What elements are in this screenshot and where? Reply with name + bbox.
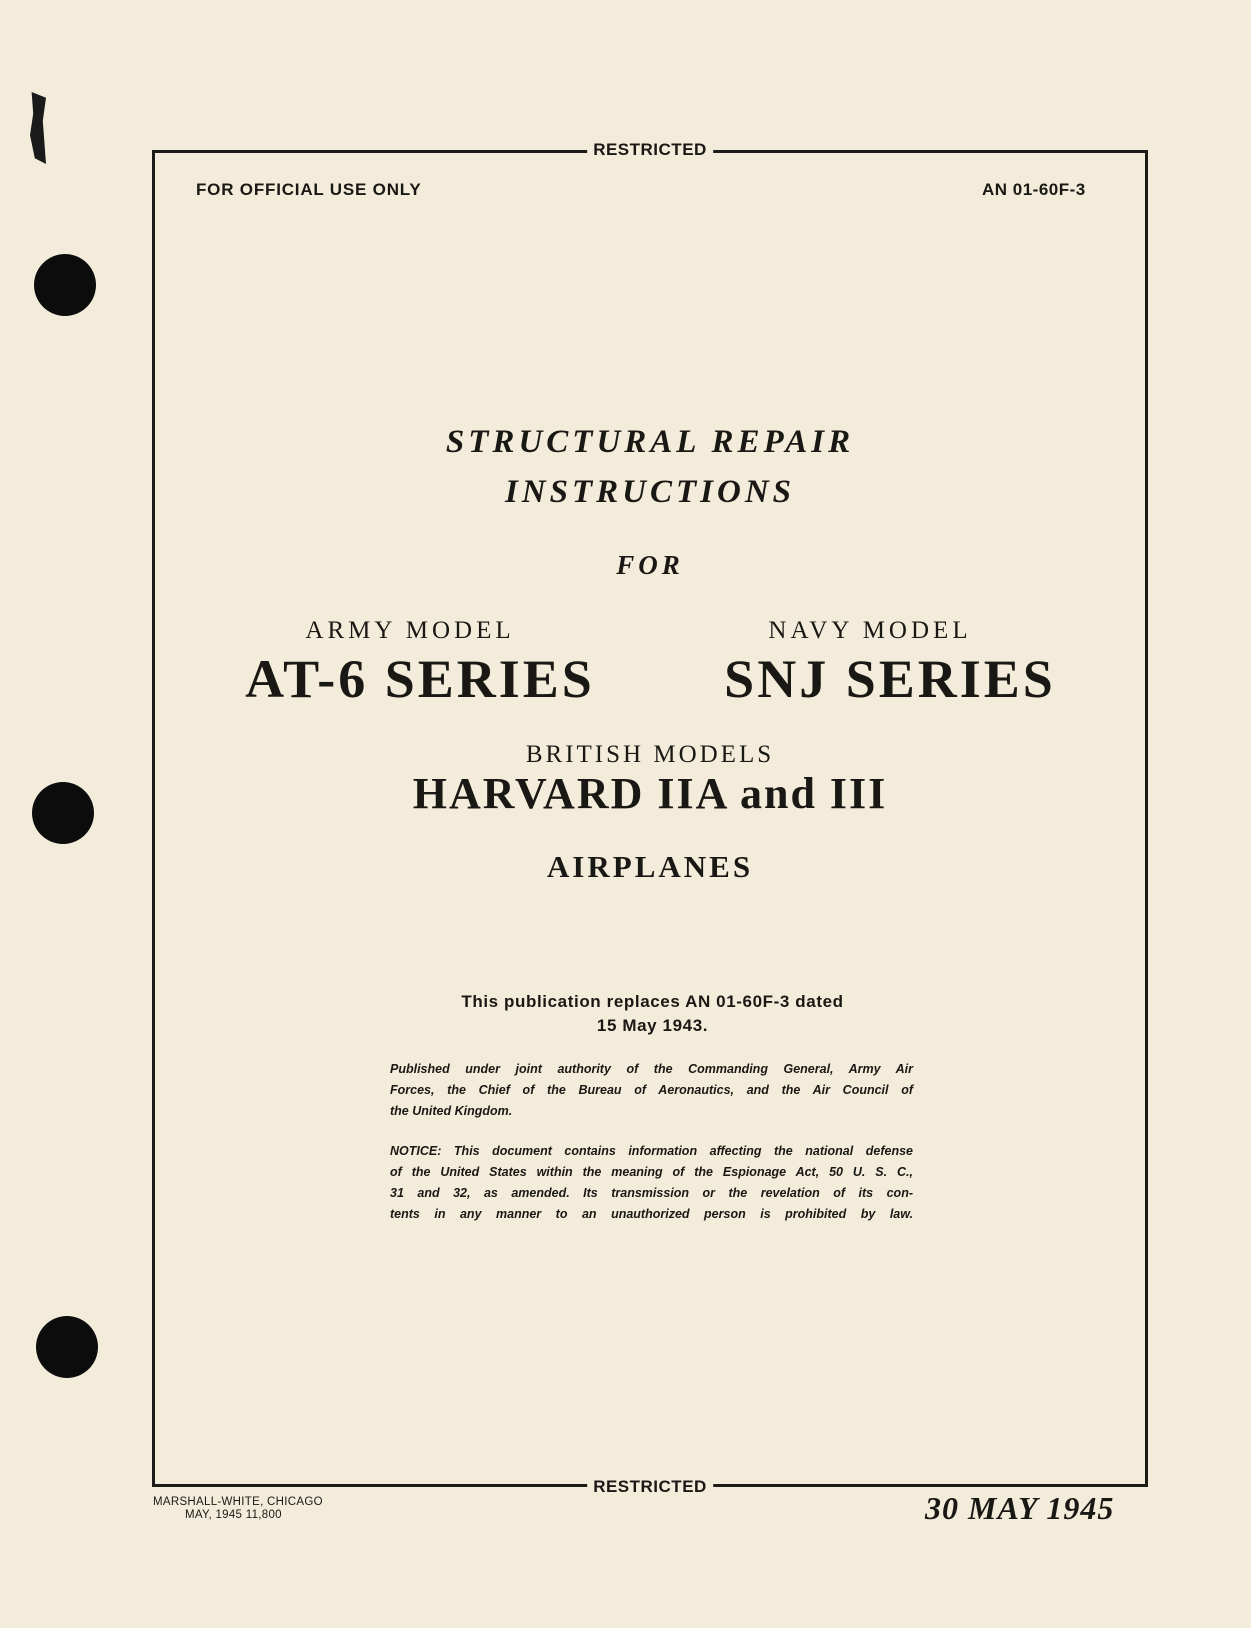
paper-tear-mark bbox=[30, 92, 46, 164]
notice-line-3: 31 and 32, as amended. Its transmission or the revelation of its con- bbox=[390, 1186, 913, 1200]
army-series-title: AT-6 SERIES bbox=[245, 649, 595, 709]
printer-line-2: MAY, 1945 11,800 bbox=[185, 1509, 282, 1521]
title-line-2: INSTRUCTIONS bbox=[504, 474, 796, 510]
binder-hole-top bbox=[34, 254, 96, 316]
notice-line-4: tents in any manner to an unauthorized person is prohibited by law. bbox=[390, 1207, 913, 1221]
restricted-top-label: RESTRICTED bbox=[587, 140, 713, 160]
authority-line-2: Forces, the Chief of the Bureau of Aeronautics, and the Air Council of bbox=[390, 1083, 913, 1097]
title-line-1: STRUCTURAL REPAIR bbox=[445, 424, 855, 460]
replacement-note-line-1: This publication replaces AN 01-60F-3 dated bbox=[461, 992, 844, 1011]
printer-line-1: MARSHALL-WHITE, CHICAGO bbox=[153, 1496, 323, 1508]
replacement-note-line-2: 15 May 1943. bbox=[596, 1016, 709, 1035]
notice-line-2: of the United States within the meaning of the Espionage Act, 50 U. S. C., bbox=[390, 1165, 913, 1179]
british-series-title: HARVARD IIA and III bbox=[412, 769, 888, 818]
document-number: AN 01-60F-3 bbox=[982, 180, 1086, 199]
authority-paragraph bbox=[390, 1059, 913, 1122]
publication-date: 30 MAY 1945 bbox=[925, 1490, 1115, 1526]
official-use-label: FOR OFFICIAL USE ONLY bbox=[196, 180, 422, 199]
authority-line-3: the United Kingdom. bbox=[390, 1104, 513, 1118]
notice-line-1: NOTICE: This document contains information affecting the national defense bbox=[390, 1144, 913, 1158]
army-model-label: ARMY MODEL bbox=[305, 617, 515, 644]
british-models-label: BRITISH MODELS bbox=[525, 741, 775, 768]
authority-line-1: Published under joint authority of the Commanding General, Army Air bbox=[390, 1062, 913, 1076]
title-for: FOR bbox=[616, 550, 684, 580]
restricted-bottom-label: RESTRICTED bbox=[587, 1477, 713, 1497]
navy-series-title: SNJ SERIES bbox=[724, 649, 1056, 709]
airplanes-label: AIRPLANES bbox=[546, 849, 754, 884]
navy-model-label: NAVY MODEL bbox=[768, 617, 972, 644]
binder-hole-bottom bbox=[36, 1316, 98, 1378]
notice-paragraph bbox=[390, 1141, 913, 1225]
